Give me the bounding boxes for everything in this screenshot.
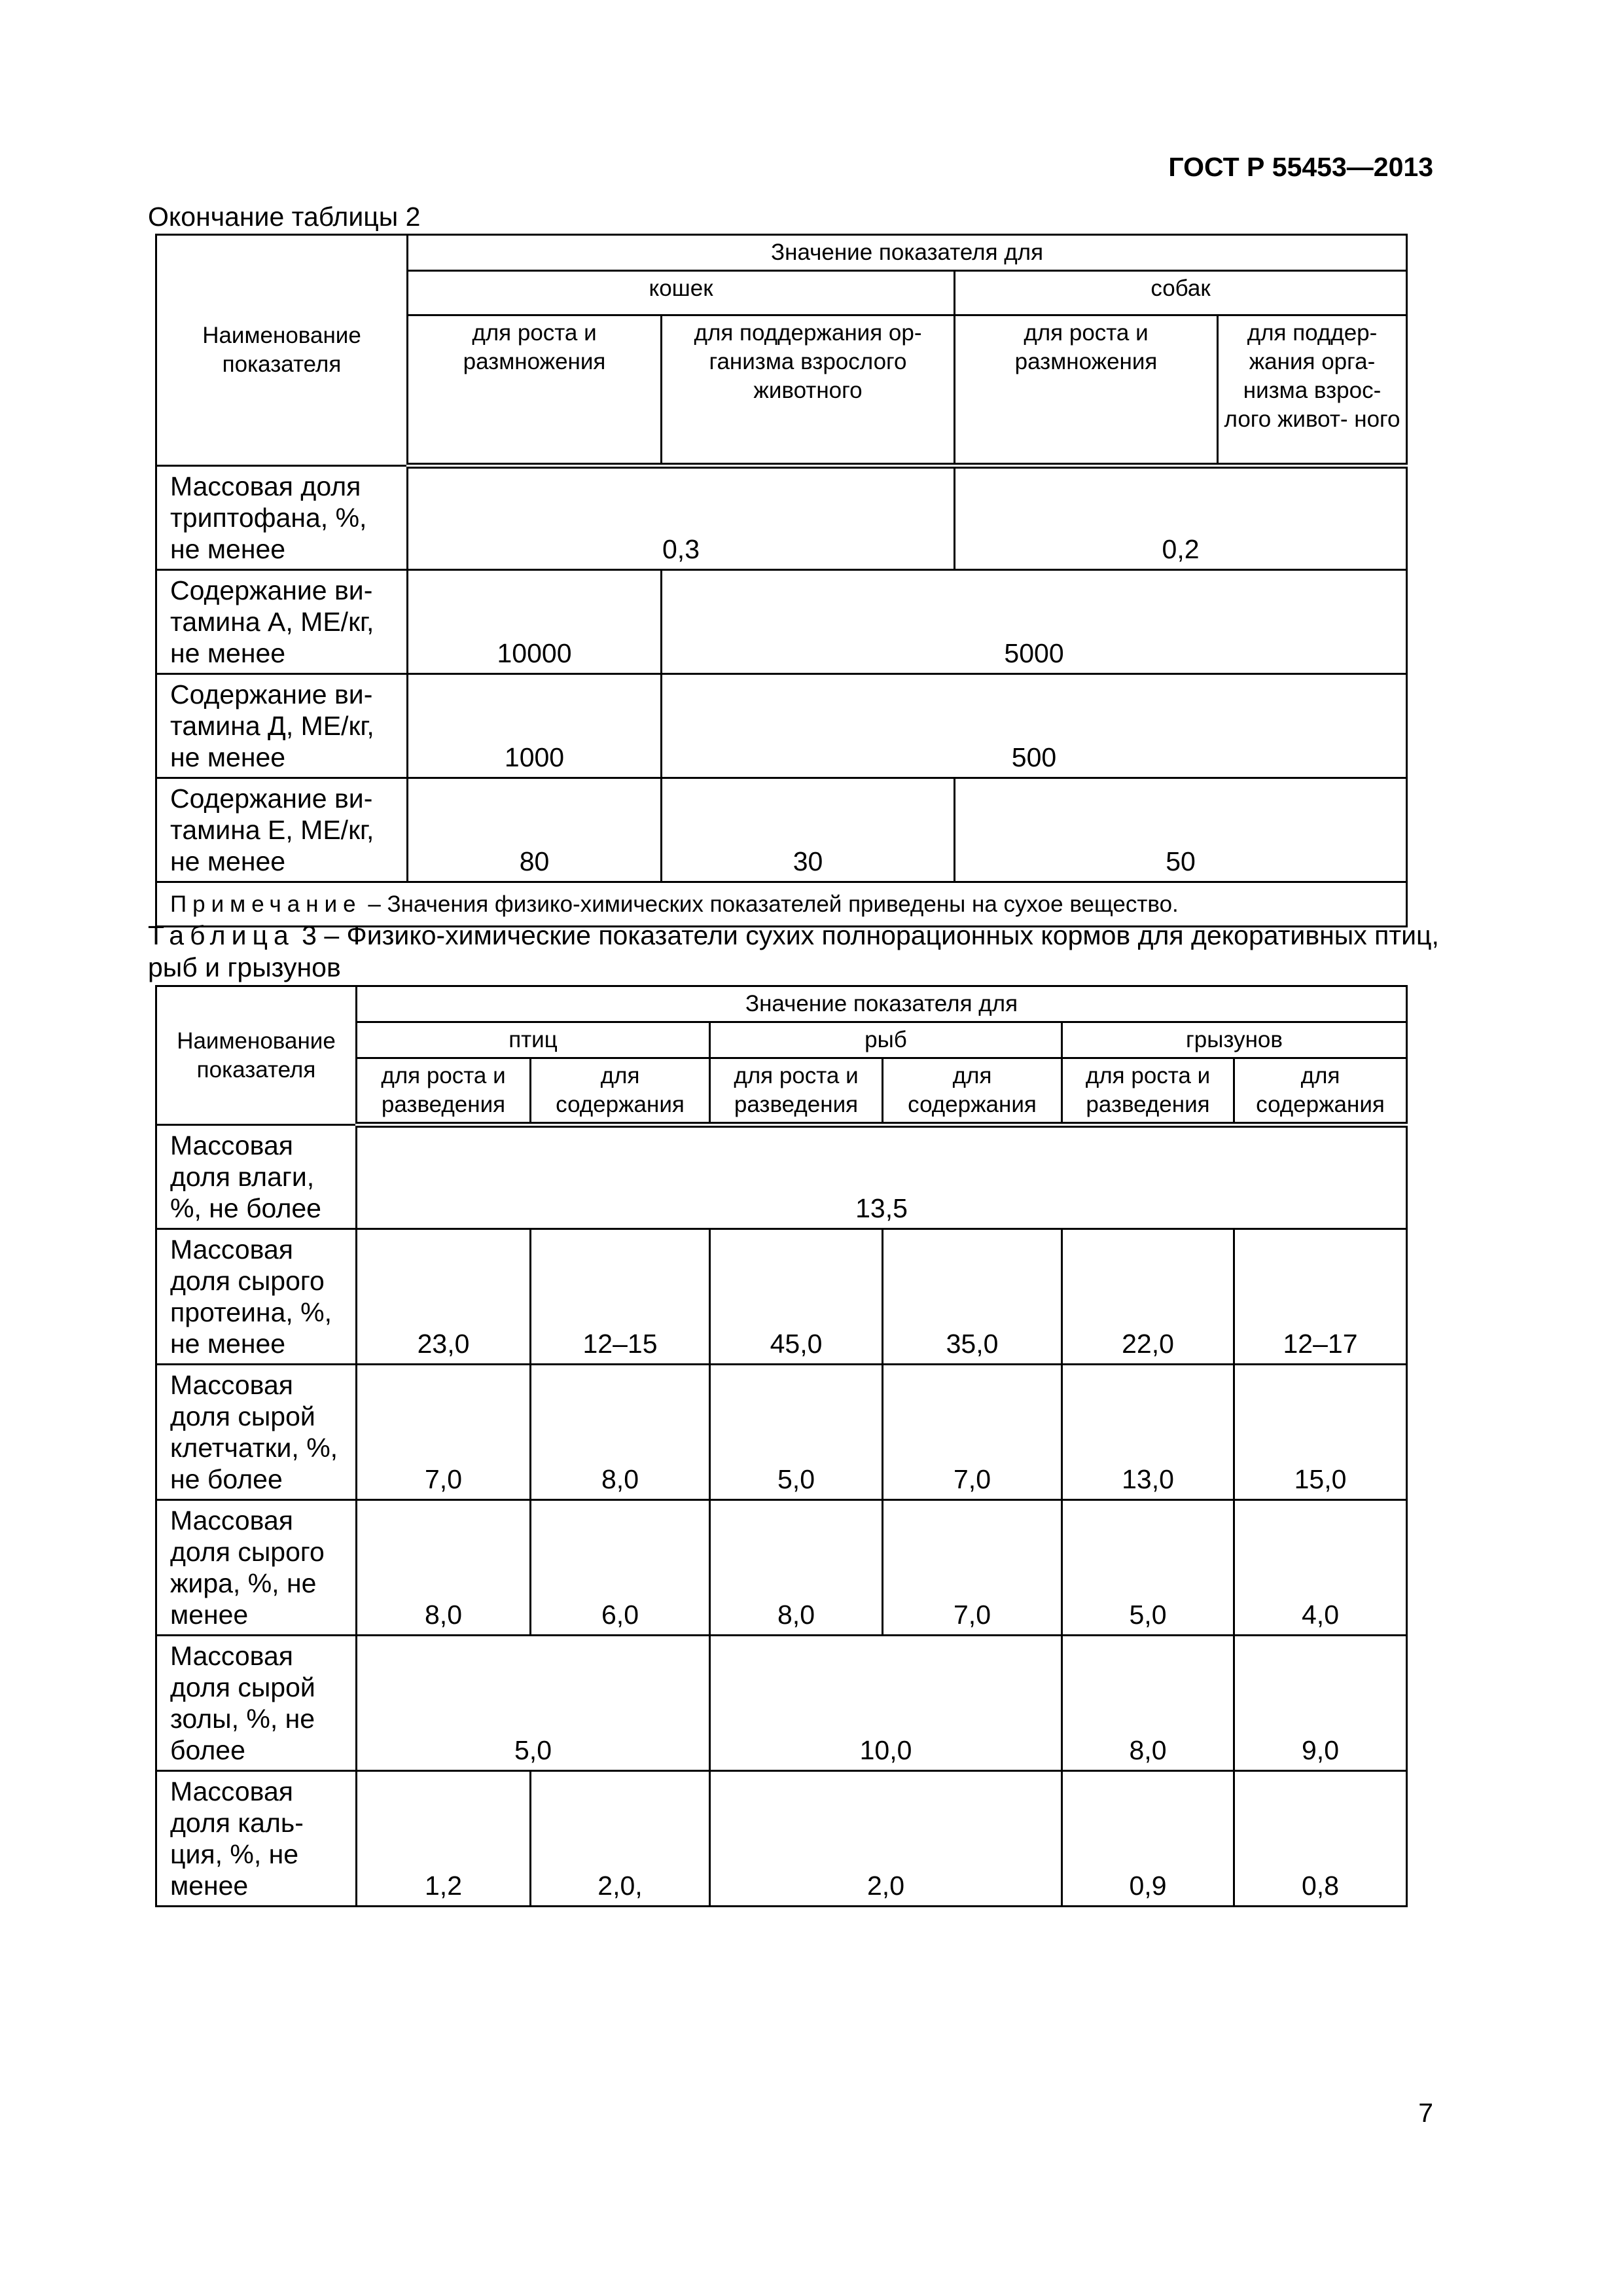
value-cell: 7,0 (883, 1500, 1062, 1636)
note-text: – Значения физико-химических показателей приведены на сухое вещество. (361, 891, 1179, 917)
value-cell: 22,0 (1062, 1229, 1234, 1365)
header-rodents: грызунов (1062, 1022, 1407, 1058)
document-code: ГОСТ Р 55453—2013 (1168, 152, 1433, 182)
header-cats-maintenance: для поддержания ор- ганизма взрослого животного (662, 315, 955, 466)
value-cell: 0,2 (955, 466, 1407, 570)
header-rodents-keeping: для содержания (1234, 1058, 1407, 1125)
value-cell: 35,0 (883, 1229, 1062, 1365)
value-cell: 9,0 (1234, 1636, 1407, 1771)
value-cell: 0,3 (408, 466, 955, 570)
row-label: Массовая доля каль- ция, %, не менее (156, 1771, 357, 1907)
row-label: Содержание ви- тамина Е, МЕ/кг, не менее (156, 778, 408, 882)
table-row (156, 570, 1407, 674)
value-cell: 13,5 (357, 1125, 1407, 1229)
value-cell: 12–15 (531, 1229, 710, 1365)
header-fish-growth: для роста и разведения (710, 1058, 883, 1125)
header-fish-keeping: для содержания (883, 1058, 1062, 1125)
value-cell: 10,0 (710, 1636, 1062, 1771)
value-cell: 15,0 (1234, 1365, 1407, 1500)
value-cell: 8,0 (710, 1500, 883, 1636)
table3-caption-prefix: Таблица (148, 920, 294, 950)
value-cell: 80 (408, 778, 662, 882)
value-cell: 0,9 (1062, 1771, 1234, 1907)
table-row (156, 778, 1407, 882)
header-rodents-growth: для роста и разведения (1062, 1058, 1234, 1125)
row-label: Массовая доля сырого жира, %, не менее (156, 1500, 357, 1636)
row-label: Массовая доля триптофана, %, не менее (156, 466, 408, 570)
header-indicator-name: Наименование показателя (156, 235, 408, 466)
value-cell: 5,0 (710, 1365, 883, 1500)
value-cell: 1,2 (357, 1771, 531, 1907)
table-row (156, 674, 1407, 778)
header-cats: кошек (408, 271, 955, 315)
header-dogs-growth: для роста и размножения (955, 315, 1218, 466)
header-value-for: Значение показателя для (408, 235, 1407, 271)
table-row (156, 1771, 1407, 1907)
header-value-for: Значение показателя для (357, 986, 1407, 1022)
value-cell: 0,8 (1234, 1771, 1407, 1907)
header-birds-keeping: для содержания (531, 1058, 710, 1125)
table-row (156, 1636, 1407, 1771)
value-cell: 4,0 (1234, 1500, 1407, 1636)
value-cell: 50 (955, 778, 1407, 882)
value-cell: 23,0 (357, 1229, 531, 1365)
header-cats-growth: для роста и размножения (408, 315, 662, 466)
table-row (156, 1500, 1407, 1636)
value-cell: 8,0 (531, 1365, 710, 1500)
value-cell: 45,0 (710, 1229, 883, 1365)
table-2 (155, 234, 1408, 927)
row-label: Содержание ви- тамина А, МЕ/кг, не менее (156, 570, 408, 674)
table-row (156, 466, 1407, 570)
header-indicator-name: Наименование показателя (156, 986, 357, 1125)
value-cell: 13,0 (1062, 1365, 1234, 1500)
table-3 (155, 985, 1408, 1907)
row-label: Содержание ви- тамина Д, МЕ/кг, не менее (156, 674, 408, 778)
value-cell: 7,0 (357, 1365, 531, 1500)
value-cell: 12–17 (1234, 1229, 1407, 1365)
table2-caption: Окончание таблицы 2 (148, 202, 421, 232)
header-dogs: собак (955, 271, 1407, 315)
value-cell: 10000 (408, 570, 662, 674)
value-cell: 8,0 (357, 1500, 531, 1636)
table-row (156, 1125, 1407, 1229)
note-prefix: Примечание (170, 891, 362, 917)
page-number: 7 (1418, 2098, 1433, 2128)
value-cell: 2,0, (531, 1771, 710, 1907)
row-label: Массовая доля сырого протеина, %, не менее (156, 1229, 357, 1365)
value-cell: 6,0 (531, 1500, 710, 1636)
value-cell: 5,0 (357, 1636, 710, 1771)
row-label: Массовая доля сырой золы, %, не более (156, 1636, 357, 1771)
header-fish: рыб (710, 1022, 1062, 1058)
value-cell: 2,0 (710, 1771, 1062, 1907)
value-cell: 5000 (662, 570, 1407, 674)
table3-caption (148, 920, 1457, 984)
header-birds: птиц (357, 1022, 710, 1058)
table-row (156, 1365, 1407, 1500)
table3-caption-text: 3 – Физико-химические показатели сухих полнорационных кормов для декоративных птиц, рыб и грызунов (148, 920, 1439, 982)
header-birds-growth: для роста и разведения (357, 1058, 531, 1125)
value-cell: 1000 (408, 674, 662, 778)
value-cell: 5,0 (1062, 1500, 1234, 1636)
header-dogs-maintenance: для поддер- жания орга- низма взрос- лого живот- ного (1218, 315, 1407, 466)
row-label: Массовая доля влаги, %, не более (156, 1125, 357, 1229)
row-label: Массовая доля сырой клетчатки, %, не более (156, 1365, 357, 1500)
value-cell: 500 (662, 674, 1407, 778)
value-cell: 7,0 (883, 1365, 1062, 1500)
table-row (156, 1229, 1407, 1365)
value-cell: 30 (662, 778, 955, 882)
value-cell: 8,0 (1062, 1636, 1234, 1771)
